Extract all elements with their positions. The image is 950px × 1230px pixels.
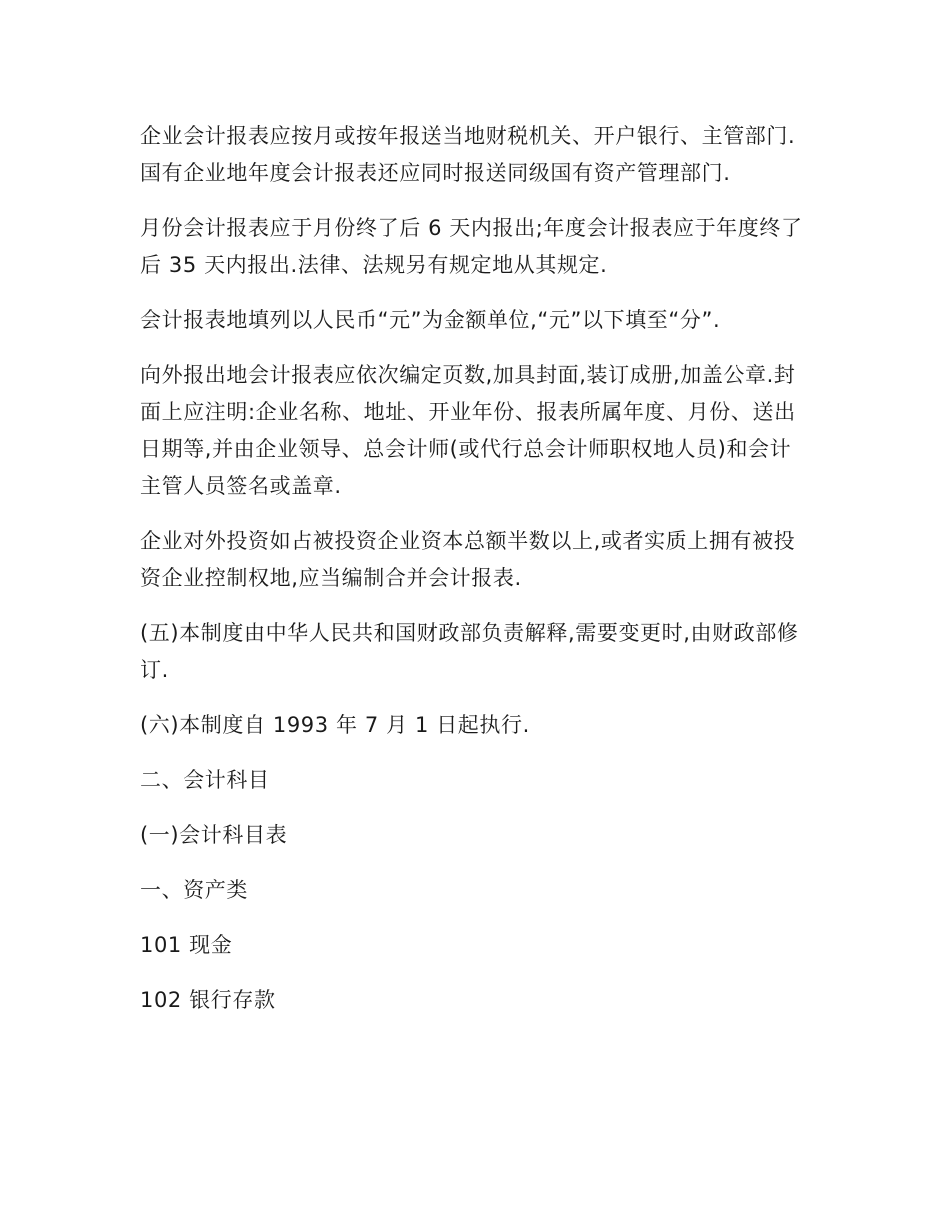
paragraph-report-deadline: 月份会计报表应于月份终了后 6 天内报出;年度会计报表应于年度终了后 35 天内报出.法律、法规另有规定地从其规定. [140,216,803,277]
paragraph-currency-unit: 会计报表地填列以人民币“元”为金额单位,“元”以下填至“分”. [140,308,721,332]
document-body [140,118,812,1037]
account-item-cash: 101 现金 [140,933,233,957]
paragraph-interpretation: (五)本制度由中华人民共和国财政部负责解释,需要变更时,由财政部修订. [140,621,799,682]
section-heading-accounts: 二、会计科目 [140,768,270,792]
subsection-heading-accounts-table: (一)会计科目表 [140,823,288,847]
paragraph-binding-seal: 向外报出地会计报表应依次编定页数,加具封面,装订成册,加盖公章.封面上应注明:企业名称、地址、开业年份、报表所属年度、月份、送出日期等,并由企业领导、总会计师(或代行总会计师职权地人员)和会计主管人员签名或盖章. [140,363,796,498]
paragraph-consolidated-reports: 企业对外投资如占被投资企业资本总额半数以上,或者实质上拥有被投资企业控制权地,应当编制合并会计报表. [140,529,796,590]
paragraph-effective-date: (六)本制度自 1993 年 7 月 1 日起执行. [140,713,530,737]
category-heading-assets: 一、资产类 [140,878,248,902]
account-item-bank-deposit: 102 银行存款 [140,988,276,1012]
paragraph-report-submission: 企业会计报表应按月或按年报送当地财税机关、开户银行、主管部门.国有企业地年度会计报表还应同时报送同级国有资产管理部门. [140,124,796,185]
